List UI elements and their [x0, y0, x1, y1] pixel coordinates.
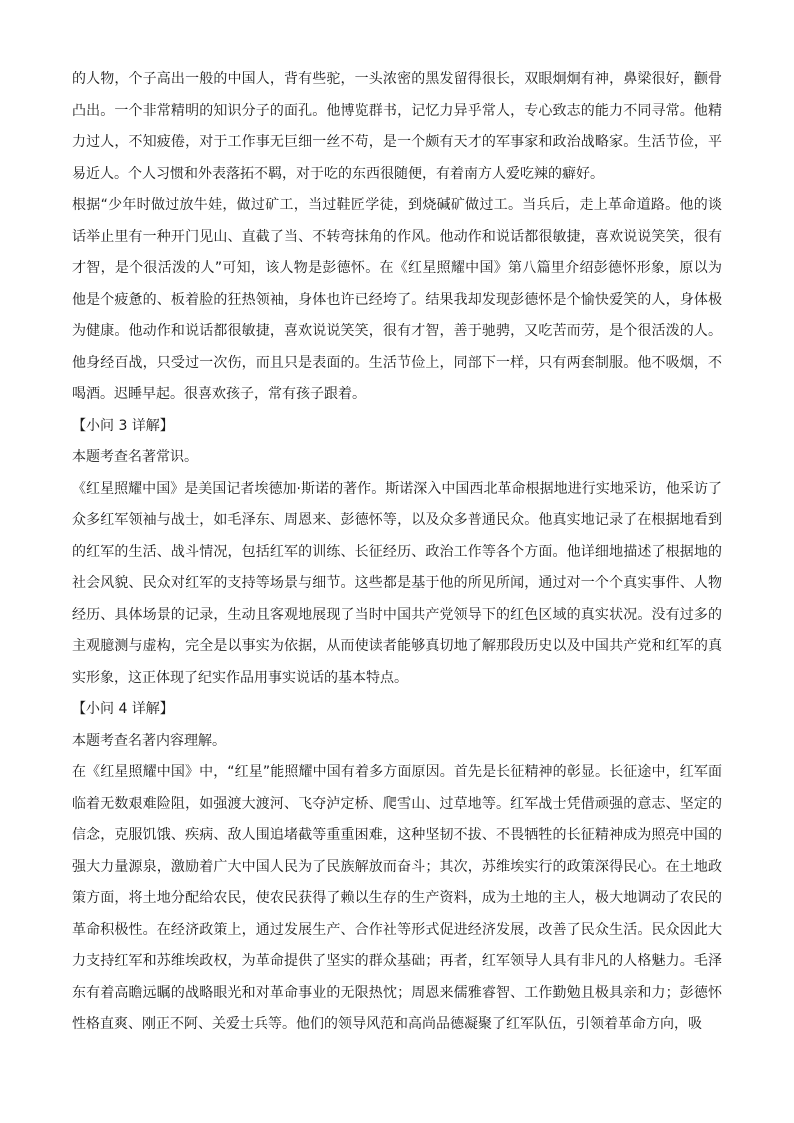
- paragraph-peng-dehuai-analysis: 根据“少年时做过放牛娃，做过矿工，当过鞋匠学徒，到烧碱矿做过工。当兵后，走上革命道路。他的谈话举止里有一种开门见山、直截了当、不转弯抹角的作风。他动作和说话都很敏捷，喜欢说说笑笑，很有才智，是个很活泼的人”可知，该人物是彭德怀。在《红星照耀中国》第八篇里介绍彭德怀形象，原以为他是个疲惫的、板着脸的狂热领袖，身体也许已经垮了。结果我却发现彭德怀是个愉快爱笑的人，身体极为健康。他动作和说话都很敏捷，喜欢说说笑笑，很有才智，善于驰骋，又吃苦而劳，是个很活泼的人。他身经百战，只受过一次伤，而且只是表面的。生活节俭上，同部下一样，只有两套制服。他不吸烟，不喝酒。迟睡早起。很喜欢孩子，常有孩子跟着。: [72, 197, 722, 402]
- paragraph-question-4-topic: 本题考查名著内容理解。: [72, 732, 226, 749]
- paragraph-description-continued: 的人物，个子高出一般的中国人，背有些驼，一头浓密的黑发留得很长，双眼炯炯有神，鼻梁很好，颧骨凸出。一个非常精明的知识分子的面孔。他博览群书，记忆力异乎常人，专心致志的能力不同寻常。他精力过人，不知疲倦，对于工作事无巨细一丝不苟，是一个颇有天才的军事家和政治战略家。生活节俭，平易近人。个人习惯和外表落拓不羁，对于吃的东西很随便，有着南方人爱吃辣的癖好。: [72, 71, 722, 182]
- document-page: [72, 64, 722, 1041]
- paragraph-question-4-explanation: 在《红星照耀中国》中，“红星”能照耀中国有着多方面原因。首先是长征精神的彰显。长征途中，红军面临着无数艰难险阻，如强渡大渡河、飞夺泸定桥、爬雪山、过草地等。红军战士凭借顽强的意志、坚定的信念，克服饥饿、疾病、敌人围追堵截等重重困难，这种坚韧不拔、不畏牺牲的长征精神成为照亮中国的强大力量源泉，激励着广大中国人民为了民族解放而奋斗；其次，苏维埃实行的政策深得民心。在土地政策方面，将土地分配给农民，使农民获得了赖以生存的生产资料，成为土地的主人，极大地调动了农民的革命积极性。在经济政策上，通过发展生产、合作社等形式促进经济发展，改善了民众生活。民众因此大力支持红军和苏维埃政权，为革命提供了坚实的群众基础；再者，红军领导人具有非凡的人格魅力。毛泽东有着高瞻远瞩的战略眼光和对革命事业的无限热忱；周恩来儒雅睿智、工作勤勉且极具亲和力；彭德怀性格直爽、刚正不阿、关爱士兵等。他们的领导风范和高尚品德凝聚了红军队伍，引领着革命方向，吸: [72, 764, 722, 1032]
- paragraph-question-3-topic: 本题考查名著常识。: [72, 449, 198, 465]
- paragraph-question-3-explanation: 《红星照耀中国》是美国记者埃德加·斯诺的著作。斯诺深入中国西北革命根据地进行实地采访，他采访了众多红军领袖与战士，如毛泽东、周恩来、彭德怀等，以及众多普通民众。他真实地记录了在根据地看到的红军的生活、战斗情况，包括红军的训练、长征经历、政治工作等各个方面。他详细地描述了根据地的社会风貌、民众对红军的支持等场景与细节。这些都是基于他的所见所闻，通过对一个个真实事件、人物经历、具体场景的记录，生动且客观地展现了当时中国共产党领导下的红色区域的真实状况。没有过多的主观臆测与虚构，完全是以事实为依据，从而使读者能够真切地了解那段历史以及中国共产党和红军的真实形象，这正体现了纪实作品用事实说话的基本特点。: [72, 480, 722, 686]
- section-heading-question-4: 【小问 4 详解】: [72, 701, 174, 717]
- section-heading-question-3: 【小问 3 详解】: [72, 417, 174, 434]
